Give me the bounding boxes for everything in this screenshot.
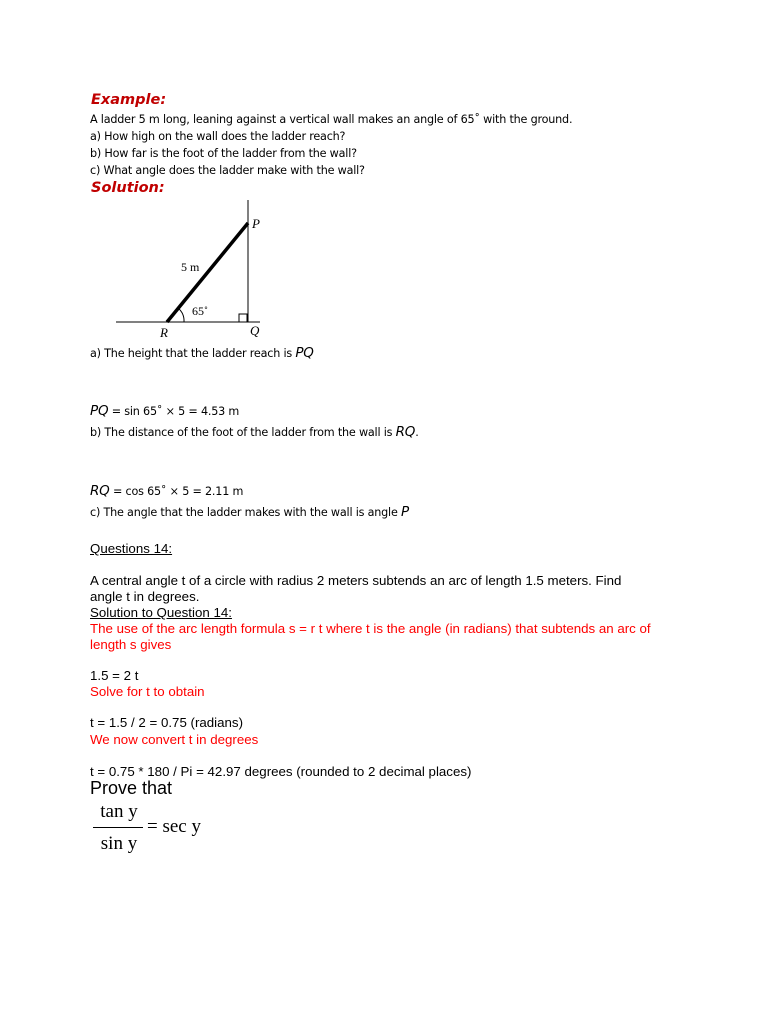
label-r: R (160, 325, 168, 340)
part-b-line (90, 424, 419, 440)
part-c-text: c) The angle that the ladder makes with the wall is angle (90, 506, 402, 519)
ladder-diagram (110, 195, 280, 345)
question14-step2: We now convert t in degrees (90, 732, 259, 747)
part-a-text: a) The height that the ladder reach is (90, 347, 296, 360)
solution-heading: Solution: (91, 180, 165, 196)
fraction-numerator: tan y (100, 801, 138, 822)
question14-explanation-line1: The use of the arc length formula s = r t where t is the angle (in radians) that subtends an arc of (90, 621, 651, 636)
part-b-text: b) The distance of the foot of the ladder from the wall is (90, 426, 396, 439)
pq-var: PQ (90, 403, 109, 419)
part-c-line (90, 504, 409, 520)
fraction-bar (93, 827, 143, 828)
question-b: b) How far is the foot of the ladder from the wall? (90, 147, 357, 160)
fraction-denominator: sin y (100, 833, 138, 854)
question14-explanation-line2: length s gives (90, 637, 172, 652)
question14-eq3: t = 0.75 * 180 / Pi = 42.97 degrees (rounded to 2 decimal places) (90, 764, 472, 779)
rq-expr: = cos 65˚ × 5 = 2.11 m (109, 485, 244, 498)
example-heading: Example: (91, 92, 167, 108)
fraction-rhs: = sec y (147, 816, 201, 837)
part-b-end: . (415, 426, 419, 439)
rq-var: RQ (90, 483, 110, 499)
question14-title: Questions 14: (90, 541, 173, 556)
label-length: 5 m (181, 260, 200, 274)
question14-text-line1: A central angle t of a circle with radius 2 meters subtends an arc of length 1.5 meters. Find (90, 573, 622, 588)
question14-text-line2: angle t in degrees. (90, 589, 200, 604)
label-angle: 65˚ (192, 304, 208, 318)
question-c: c) What angle does the ladder make with the wall? (90, 164, 365, 177)
question14-step1: Solve for t to obtain (90, 684, 205, 699)
right-angle-marker (239, 314, 247, 322)
pq-expr: = sin 65˚ × 5 = 4.53 m (108, 405, 240, 418)
label-p: P (252, 216, 260, 231)
question14-solution-title: Solution to Question 14: (90, 605, 232, 620)
question14-eq1: 1.5 = 2 t (90, 668, 139, 683)
rq-equation (90, 483, 243, 499)
part-a-line (90, 345, 314, 361)
part-c-var: P (401, 504, 409, 520)
pq-equation (90, 403, 239, 419)
question-a: a) How high on the wall does the ladder reach? (90, 130, 346, 143)
part-b-var: RQ (395, 424, 416, 440)
question14-eq2: t = 1.5 / 2 = 0.75 (radians) (90, 715, 244, 730)
example-problem-text: A ladder 5 m long, leaning against a vertical wall makes an angle of 65˚ with the ground. (90, 113, 573, 126)
prove-title: Prove that (90, 778, 173, 798)
label-q: Q (250, 323, 260, 338)
part-a-var: PQ (295, 345, 314, 361)
